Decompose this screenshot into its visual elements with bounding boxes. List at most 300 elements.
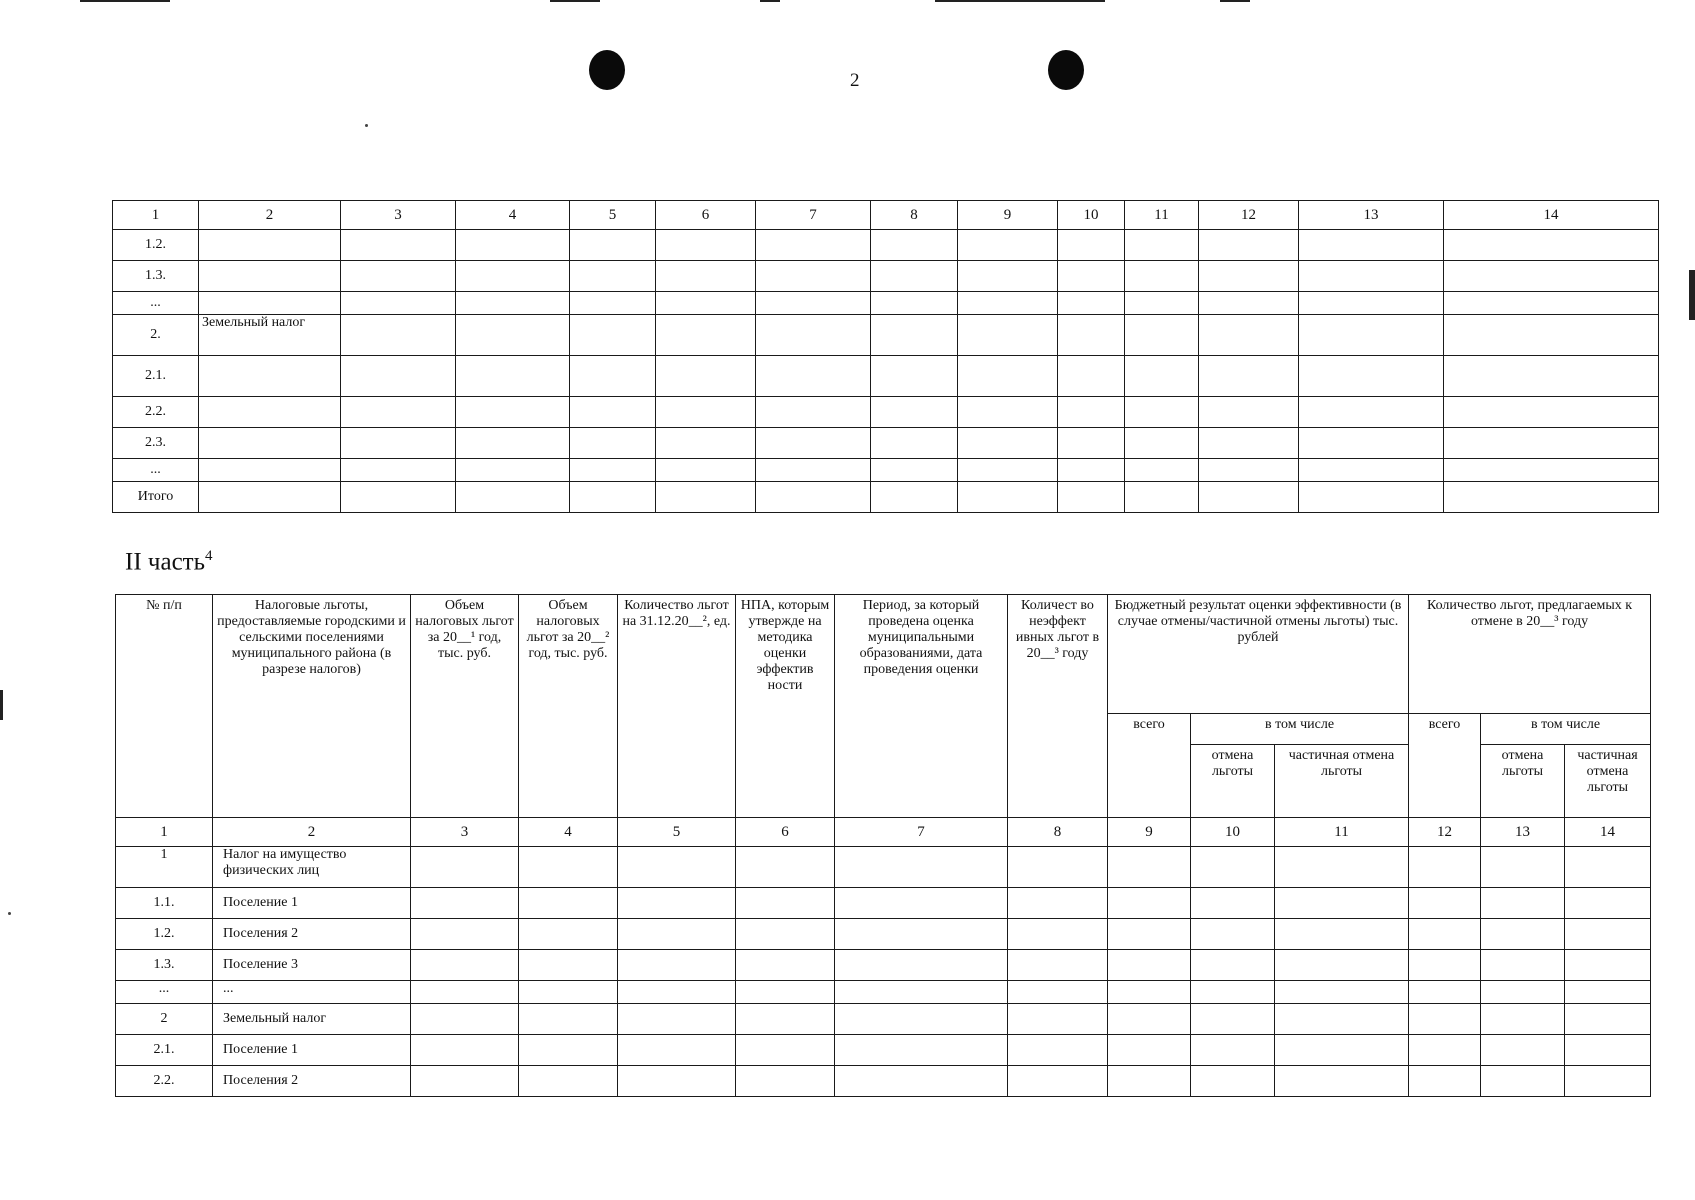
- header-count: Количество льгот на 31.12.20__², ед.: [618, 595, 736, 818]
- row-number-cell: ...: [116, 981, 213, 1004]
- table-row: [113, 230, 1659, 261]
- empty-cell: [656, 356, 756, 397]
- empty-cell: [1008, 919, 1108, 950]
- empty-cell: [958, 428, 1058, 459]
- empty-cell: [1191, 1035, 1275, 1066]
- empty-cell: [341, 292, 456, 315]
- empty-cell: [1058, 482, 1125, 513]
- scan-dot: [365, 124, 368, 127]
- table-row: [113, 397, 1659, 428]
- empty-cell: [1199, 356, 1299, 397]
- empty-cell: [1275, 981, 1409, 1004]
- empty-cell: [570, 230, 656, 261]
- empty-cell: [570, 315, 656, 356]
- table-row: [116, 1035, 1651, 1066]
- empty-cell: [456, 482, 570, 513]
- empty-cell: [341, 428, 456, 459]
- empty-cell: [1299, 397, 1444, 428]
- empty-cell: [1299, 356, 1444, 397]
- empty-cell: [1125, 292, 1199, 315]
- empty-cell: [835, 981, 1008, 1004]
- row-number-cell: 1.2.: [113, 230, 199, 261]
- empty-cell: [1191, 919, 1275, 950]
- empty-cell: [1125, 230, 1199, 261]
- empty-cell: [1008, 1004, 1108, 1035]
- empty-cell: [756, 230, 871, 261]
- row-number-cell: 2.: [113, 315, 199, 356]
- column-number: 5: [570, 201, 656, 230]
- column-number: 2: [199, 201, 341, 230]
- row-name-cell: Земельный налог: [199, 315, 341, 356]
- empty-cell: [1008, 1066, 1108, 1097]
- empty-cell: [1008, 1035, 1108, 1066]
- row-number-cell: 2: [116, 1004, 213, 1035]
- empty-cell: [456, 292, 570, 315]
- empty-cell: [618, 950, 736, 981]
- empty-cell: [1199, 230, 1299, 261]
- scan-dot: [8, 912, 11, 915]
- empty-cell: [958, 397, 1058, 428]
- empty-cell: [570, 397, 656, 428]
- empty-cell: [1191, 981, 1275, 1004]
- empty-cell: [871, 292, 958, 315]
- empty-cell: [756, 315, 871, 356]
- empty-cell: [736, 1004, 835, 1035]
- scan-line: [80, 0, 170, 2]
- row-name-cell: Поселение 3: [213, 950, 411, 981]
- column-number: 5: [618, 818, 736, 847]
- empty-cell: [456, 459, 570, 482]
- empty-cell: [656, 459, 756, 482]
- table-row: [113, 315, 1659, 356]
- header-volume-1: Объем налоговых льгот за 20__¹ год, тыс. руб.: [411, 595, 519, 818]
- row-name-cell: Поселение 1: [213, 888, 411, 919]
- empty-cell: [618, 1066, 736, 1097]
- empty-cell: [871, 397, 958, 428]
- part1-continuation-table: [112, 200, 1659, 513]
- row-name-cell: [199, 482, 341, 513]
- empty-cell: [656, 315, 756, 356]
- table-row: [116, 847, 1651, 888]
- empty-cell: [756, 459, 871, 482]
- empty-cell: [341, 397, 456, 428]
- scan-edge-mark: [0, 690, 3, 720]
- empty-cell: [1481, 1035, 1565, 1066]
- empty-cell: [1108, 981, 1191, 1004]
- empty-cell: [519, 888, 618, 919]
- empty-cell: [341, 459, 456, 482]
- empty-cell: [1275, 888, 1409, 919]
- empty-cell: [1409, 1035, 1481, 1066]
- part2-table: [115, 594, 1651, 1097]
- column-number: 14: [1565, 818, 1651, 847]
- empty-cell: [1444, 261, 1659, 292]
- row-name-cell: [199, 397, 341, 428]
- column-number: 7: [835, 818, 1008, 847]
- column-number: 7: [756, 201, 871, 230]
- empty-cell: [1299, 459, 1444, 482]
- empty-cell: [1299, 315, 1444, 356]
- empty-cell: [1481, 1004, 1565, 1035]
- empty-cell: [570, 356, 656, 397]
- empty-cell: [1125, 482, 1199, 513]
- empty-cell: [519, 1066, 618, 1097]
- column-number: 10: [1058, 201, 1125, 230]
- empty-cell: [756, 292, 871, 315]
- empty-cell: [1058, 428, 1125, 459]
- header-npa: НПА, которым утвержде на методика оценки эффектив ности: [736, 595, 835, 818]
- empty-cell: [411, 1035, 519, 1066]
- empty-cell: [958, 261, 1058, 292]
- row-number-cell: 2.3.: [113, 428, 199, 459]
- column-number: 3: [341, 201, 456, 230]
- row-number-cell: 2.2.: [116, 1066, 213, 1097]
- empty-cell: [958, 230, 1058, 261]
- empty-cell: [1275, 847, 1409, 888]
- empty-cell: [1191, 1066, 1275, 1097]
- empty-cell: [1058, 292, 1125, 315]
- row-name-cell: Земельный налог: [213, 1004, 411, 1035]
- empty-cell: [1108, 888, 1191, 919]
- footnote-marker: 4: [205, 548, 213, 564]
- empty-cell: [1275, 919, 1409, 950]
- empty-cell: [871, 482, 958, 513]
- column-number: 6: [736, 818, 835, 847]
- empty-cell: [341, 230, 456, 261]
- column-number: 9: [1108, 818, 1191, 847]
- empty-cell: [736, 950, 835, 981]
- row-number-cell: 1.1.: [116, 888, 213, 919]
- header-period: Период, за который проведена оценка муниципальными образованиями, дата проведения оценки: [835, 595, 1008, 818]
- empty-cell: [1008, 847, 1108, 888]
- empty-cell: [1409, 1004, 1481, 1035]
- table-row: [113, 356, 1659, 397]
- empty-cell: [1299, 261, 1444, 292]
- row-name-cell: Поселения 2: [213, 919, 411, 950]
- column-number: 11: [1125, 201, 1199, 230]
- empty-cell: [835, 1004, 1008, 1035]
- empty-cell: [1299, 230, 1444, 261]
- header-num: № п/п: [116, 595, 213, 818]
- empty-cell: [1108, 950, 1191, 981]
- header-ineffective: Количест во неэффект ивных льгот в 20__³ году: [1008, 595, 1108, 818]
- empty-cell: [736, 919, 835, 950]
- empty-cell: [1125, 356, 1199, 397]
- part-two-title: [125, 548, 213, 576]
- row-number-cell: 1.3.: [113, 261, 199, 292]
- table-row: [116, 981, 1651, 1004]
- table-row: [116, 919, 1651, 950]
- empty-cell: [1191, 1004, 1275, 1035]
- empty-cell: [1409, 919, 1481, 950]
- empty-cell: [736, 981, 835, 1004]
- column-number: 1: [116, 818, 213, 847]
- empty-cell: [1275, 1004, 1409, 1035]
- column-number-row: [116, 818, 1651, 847]
- empty-cell: [656, 482, 756, 513]
- empty-cell: [1058, 356, 1125, 397]
- empty-cell: [1058, 459, 1125, 482]
- empty-cell: [1565, 1035, 1651, 1066]
- empty-cell: [456, 315, 570, 356]
- row-number-cell: Итого: [113, 482, 199, 513]
- empty-cell: [1058, 230, 1125, 261]
- empty-cell: [1275, 1035, 1409, 1066]
- header-budget-result: Бюджетный результат оценки эффективности (в случае отмены/частичной отмены льготы) тыс. рублей: [1108, 595, 1409, 714]
- header-row: [116, 595, 1651, 714]
- empty-cell: [1565, 847, 1651, 888]
- row-name-cell: [199, 459, 341, 482]
- empty-cell: [1409, 888, 1481, 919]
- empty-cell: [1409, 1066, 1481, 1097]
- empty-cell: [1008, 950, 1108, 981]
- row-name-cell: [199, 356, 341, 397]
- column-number: 9: [958, 201, 1058, 230]
- empty-cell: [1125, 315, 1199, 356]
- empty-cell: [656, 292, 756, 315]
- empty-cell: [1299, 428, 1444, 459]
- header-volume-2: Объем налоговых льгот за 20__² год, тыс. руб.: [519, 595, 618, 818]
- column-number: 10: [1191, 818, 1275, 847]
- empty-cell: [1444, 315, 1659, 356]
- page-number: 2: [850, 70, 860, 91]
- empty-cell: [411, 919, 519, 950]
- empty-cell: [1444, 230, 1659, 261]
- empty-cell: [1199, 315, 1299, 356]
- header-benefits: Налоговые льготы, предоставляемые городскими и сельскими поселениями муниципального района (в разрезе налогов): [213, 595, 411, 818]
- empty-cell: [1444, 397, 1659, 428]
- empty-cell: [756, 482, 871, 513]
- empty-cell: [411, 981, 519, 1004]
- empty-cell: [1444, 428, 1659, 459]
- empty-cell: [1199, 428, 1299, 459]
- row-number-cell: 1: [116, 847, 213, 888]
- empty-cell: [1565, 981, 1651, 1004]
- empty-cell: [1481, 950, 1565, 981]
- column-number: 8: [871, 201, 958, 230]
- row-number-cell: ...: [113, 459, 199, 482]
- empty-cell: [411, 1066, 519, 1097]
- row-name-cell: [199, 292, 341, 315]
- empty-cell: [411, 888, 519, 919]
- table-row: [113, 459, 1659, 482]
- table-row: [113, 482, 1659, 513]
- empty-cell: [1108, 1004, 1191, 1035]
- row-name-cell: Поселение 1: [213, 1035, 411, 1066]
- part-two-title-text: II часть: [125, 548, 205, 576]
- empty-cell: [958, 292, 1058, 315]
- empty-cell: [656, 428, 756, 459]
- empty-cell: [736, 1066, 835, 1097]
- empty-cell: [570, 292, 656, 315]
- empty-cell: [1565, 888, 1651, 919]
- empty-cell: [1299, 292, 1444, 315]
- empty-cell: [835, 919, 1008, 950]
- empty-cell: [519, 1035, 618, 1066]
- empty-cell: [835, 1066, 1008, 1097]
- column-number: 14: [1444, 201, 1659, 230]
- column-number: 6: [656, 201, 756, 230]
- empty-cell: [736, 888, 835, 919]
- empty-cell: [456, 428, 570, 459]
- empty-cell: [519, 919, 618, 950]
- row-name-cell: [199, 230, 341, 261]
- empty-cell: [1058, 315, 1125, 356]
- scan-line: [935, 0, 1105, 2]
- empty-cell: [1481, 847, 1565, 888]
- scan-line: [760, 0, 780, 2]
- empty-cell: [1108, 847, 1191, 888]
- table-row: [116, 1066, 1651, 1097]
- empty-cell: [618, 919, 736, 950]
- empty-cell: [1058, 261, 1125, 292]
- empty-cell: [1409, 981, 1481, 1004]
- column-number: 13: [1299, 201, 1444, 230]
- table-row: [116, 888, 1651, 919]
- empty-cell: [618, 1004, 736, 1035]
- empty-cell: [1125, 261, 1199, 292]
- empty-cell: [570, 261, 656, 292]
- empty-cell: [519, 981, 618, 1004]
- empty-cell: [618, 1035, 736, 1066]
- table-row: [116, 1004, 1651, 1035]
- empty-cell: [1191, 847, 1275, 888]
- empty-cell: [736, 1035, 835, 1066]
- row-number-cell: ...: [113, 292, 199, 315]
- header-partial-cancel: частичная отмена льготы: [1275, 745, 1409, 818]
- empty-cell: [1199, 292, 1299, 315]
- empty-cell: [1409, 847, 1481, 888]
- empty-cell: [456, 230, 570, 261]
- punch-hole: [589, 50, 625, 90]
- row-number-cell: 1.2.: [116, 919, 213, 950]
- empty-cell: [1008, 981, 1108, 1004]
- empty-cell: [570, 428, 656, 459]
- empty-cell: [1199, 459, 1299, 482]
- empty-cell: [456, 397, 570, 428]
- empty-cell: [1199, 397, 1299, 428]
- empty-cell: [411, 1004, 519, 1035]
- empty-cell: [871, 261, 958, 292]
- empty-cell: [835, 950, 1008, 981]
- table-row: [113, 261, 1659, 292]
- row-number-cell: 2.2.: [113, 397, 199, 428]
- empty-cell: [756, 397, 871, 428]
- column-number: 12: [1199, 201, 1299, 230]
- row-name-cell: [199, 428, 341, 459]
- empty-cell: [1108, 1035, 1191, 1066]
- empty-cell: [1191, 950, 1275, 981]
- empty-cell: [341, 356, 456, 397]
- header-total: всего: [1108, 714, 1191, 818]
- table-row: [113, 428, 1659, 459]
- column-number: 8: [1008, 818, 1108, 847]
- empty-cell: [656, 261, 756, 292]
- empty-cell: [958, 315, 1058, 356]
- empty-cell: [756, 356, 871, 397]
- scan-line: [550, 0, 600, 2]
- empty-cell: [411, 847, 519, 888]
- empty-cell: [958, 459, 1058, 482]
- empty-cell: [1565, 919, 1651, 950]
- column-number: 2: [213, 818, 411, 847]
- table-row: [116, 950, 1651, 981]
- empty-cell: [736, 847, 835, 888]
- empty-cell: [1108, 1066, 1191, 1097]
- empty-cell: [835, 847, 1008, 888]
- empty-cell: [871, 356, 958, 397]
- empty-cell: [1481, 981, 1565, 1004]
- column-number-row: [113, 201, 1659, 230]
- empty-cell: [835, 888, 1008, 919]
- row-number-cell: 1.3.: [116, 950, 213, 981]
- empty-cell: [1481, 1066, 1565, 1097]
- row-number-cell: 2.1.: [116, 1035, 213, 1066]
- column-number: 1: [113, 201, 199, 230]
- empty-cell: [1008, 888, 1108, 919]
- empty-cell: [570, 482, 656, 513]
- empty-cell: [570, 459, 656, 482]
- empty-cell: [1481, 919, 1565, 950]
- empty-cell: [835, 1035, 1008, 1066]
- empty-cell: [871, 459, 958, 482]
- column-number: 4: [519, 818, 618, 847]
- empty-cell: [756, 428, 871, 459]
- header-including-2: в том числе: [1481, 714, 1651, 745]
- empty-cell: [1191, 888, 1275, 919]
- punch-hole: [1048, 50, 1084, 90]
- empty-cell: [756, 261, 871, 292]
- column-number: 12: [1409, 818, 1481, 847]
- column-number: 13: [1481, 818, 1565, 847]
- empty-cell: [519, 847, 618, 888]
- empty-cell: [871, 315, 958, 356]
- column-number: 11: [1275, 818, 1409, 847]
- empty-cell: [456, 261, 570, 292]
- empty-cell: [1199, 261, 1299, 292]
- empty-cell: [618, 981, 736, 1004]
- empty-cell: [958, 482, 1058, 513]
- empty-cell: [1299, 482, 1444, 513]
- empty-cell: [1199, 482, 1299, 513]
- empty-cell: [871, 428, 958, 459]
- row-name-cell: [199, 261, 341, 292]
- empty-cell: [341, 261, 456, 292]
- empty-cell: [1444, 459, 1659, 482]
- empty-cell: [871, 230, 958, 261]
- header-cancel-2: отмена льготы: [1481, 745, 1565, 818]
- header-partial-cancel-2: частичная отмена льготы: [1565, 745, 1651, 818]
- empty-cell: [1125, 428, 1199, 459]
- empty-cell: [1409, 950, 1481, 981]
- empty-cell: [656, 397, 756, 428]
- empty-cell: [1125, 459, 1199, 482]
- empty-cell: [1444, 292, 1659, 315]
- header-cancel: отмена льготы: [1191, 745, 1275, 818]
- empty-cell: [411, 950, 519, 981]
- table-row: [113, 292, 1659, 315]
- empty-cell: [519, 1004, 618, 1035]
- empty-cell: [1125, 397, 1199, 428]
- row-name-cell: Налог на имущество физических лиц: [213, 847, 411, 888]
- header-including: в том числе: [1191, 714, 1409, 745]
- empty-cell: [1275, 950, 1409, 981]
- empty-cell: [1565, 1004, 1651, 1035]
- empty-cell: [1108, 919, 1191, 950]
- empty-cell: [1444, 482, 1659, 513]
- empty-cell: [1275, 1066, 1409, 1097]
- column-number: 4: [456, 201, 570, 230]
